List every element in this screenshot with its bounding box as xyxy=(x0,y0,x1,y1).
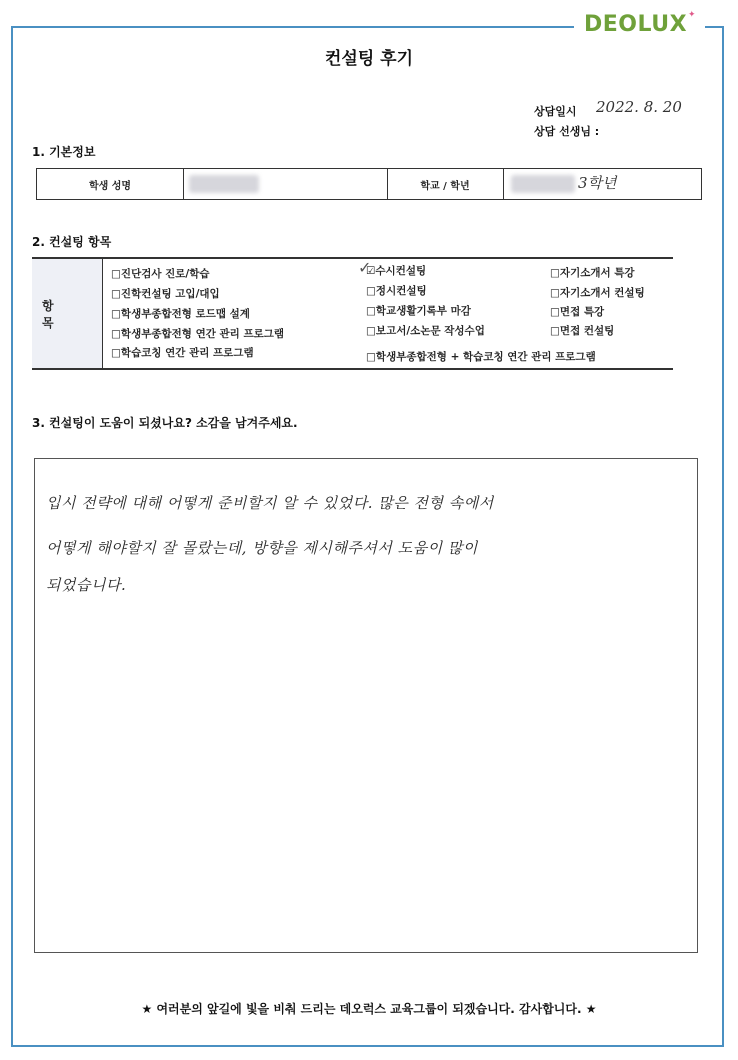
student-name-label: 학생 성명 xyxy=(88,180,132,192)
school-name-redacted xyxy=(511,175,575,193)
option-item[interactable]: □학생부종합전형 로드맵 설계 xyxy=(111,308,250,320)
logo-star-icon: ✦ xyxy=(688,10,696,20)
section-basic-info-heading: 1. 기본정보 xyxy=(32,145,96,159)
check-mark-icon: ✓ xyxy=(358,258,372,277)
option-item[interactable]: □자기소개서 특강 xyxy=(550,267,635,279)
student-name-redacted xyxy=(189,175,259,193)
date-label: 상담일시 xyxy=(534,105,577,118)
option-item[interactable]: □학생부종합전형 + 학습코칭 연간 관리 프로그램 xyxy=(366,351,596,363)
option-item[interactable]: □진학컨설팅 고입/대입 xyxy=(111,288,220,300)
handwritten-line: 되었습니다. xyxy=(46,576,127,594)
option-item-checked[interactable]: ☑수시컨설팅 xyxy=(366,265,427,277)
divider xyxy=(503,169,504,199)
option-item[interactable]: □진단검사 진로/학습 xyxy=(111,268,210,280)
option-item[interactable]: □학습코칭 연간 관리 프로그램 xyxy=(111,347,254,359)
date-value: 2022. 8. 20 xyxy=(596,98,682,116)
option-item[interactable]: □보고서/소논문 작성수업 xyxy=(366,325,485,337)
section-feedback-heading: 3. 컨설팅이 도움이 되셨나요? 소감을 남겨주세요. xyxy=(32,416,298,430)
items-header: 항 목 xyxy=(32,259,103,368)
divider xyxy=(183,169,184,199)
option-item[interactable]: □자기소개서 컨설팅 xyxy=(550,287,645,299)
feedback-answer-box[interactable] xyxy=(34,458,698,953)
option-item[interactable]: □면접 컨설팅 xyxy=(550,325,615,337)
teacher-label: 상담 선생님 : xyxy=(534,125,600,138)
footer-message: ★ 여러분의 앞길에 빛을 비춰 드리는 데오럭스 교육그룹이 되겠습니다. 감사합니다. ★ xyxy=(141,1002,597,1016)
brand-logo: DEOLUX xyxy=(584,12,688,37)
border-top-right xyxy=(705,26,724,28)
page-title: 컨설팅 후기 xyxy=(324,49,414,69)
handwritten-line: 어떻게 해야할지 잘 몰랐는데, 방향을 제시해주셔서 도움이 많이 xyxy=(46,539,478,557)
handwritten-line: 입시 전략에 대해 어떻게 준비할지 알 수 있었다. 많은 전형 속에서 xyxy=(46,494,494,512)
option-item[interactable]: □학교생활기록부 마감 xyxy=(366,305,471,317)
option-item[interactable]: □면접 특강 xyxy=(550,306,605,318)
option-item[interactable]: □학생부종합전형 연간 관리 프로그램 xyxy=(111,328,285,340)
school-grade-label: 학교 / 학년 xyxy=(420,180,470,192)
option-item[interactable]: □정시컨설팅 xyxy=(366,285,427,297)
grade-value: 3학년 xyxy=(578,174,617,192)
section-items-heading: 2. 컨설팅 항목 xyxy=(32,235,112,249)
border-top-left xyxy=(11,26,574,28)
